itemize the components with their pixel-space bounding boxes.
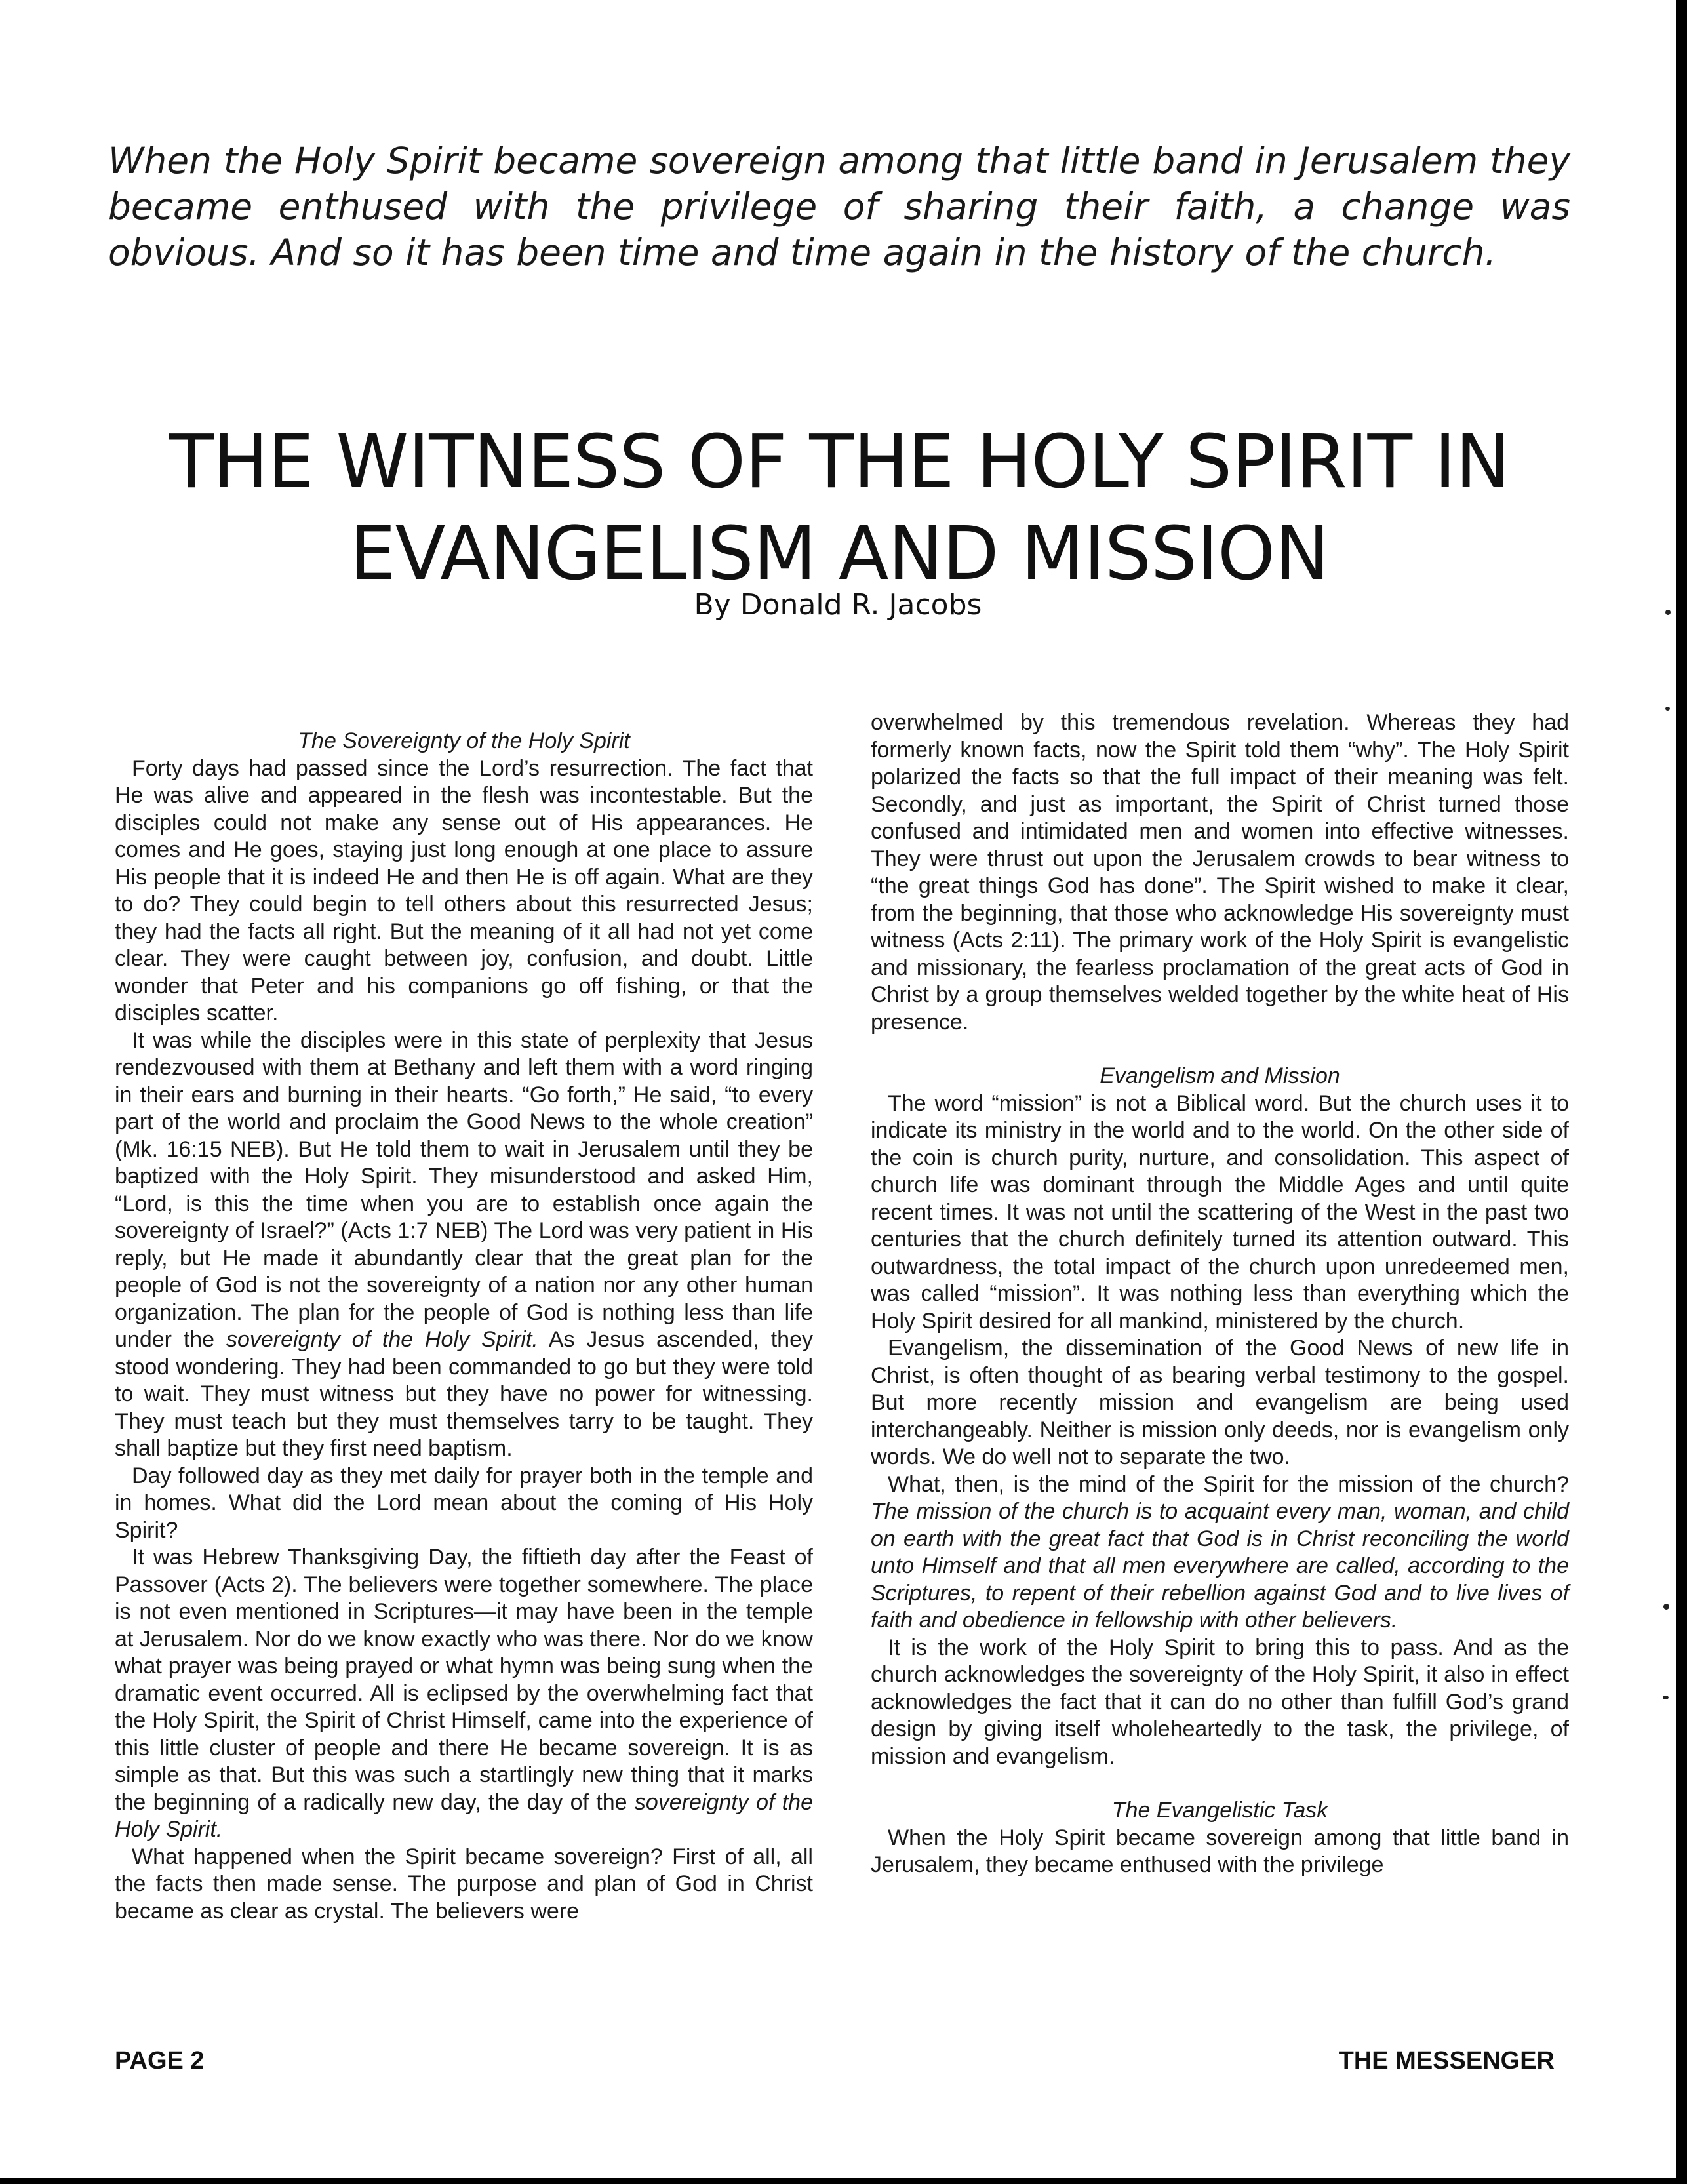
paragraph: It was while the disciples were in this state of perplexity that Jesus rendezvoused with them at Bethany and left them with a word ringing in their ears and burning in their hearts. “Go forth,” He said, “to every part of the world and proclaim the Good News to the whole creation” (Mk. 16:15 NEB). But He told them to wait in Jerusalem until they be baptized with the Holy Spirit. They misunderstood and asked Him, “Lord, is this the time when you are to establish once again the sovereignty of Israel?” (Acts 1:7 NEB) The Lord was very patient in His reply, but He made it abundantly clear that the great plan for the people of God is not the sovereignty of a nation nor any other human organization. The plan for the people of God is nothing less than life under the sovereignty of the Holy Spirit. As Jesus ascended, they stood wondering. They had been commanded to go but they were told to wait. They must witness but they have no power for witnessing. They must teach but they must themselves tarry to be taught. They shall baptize but they first need baptism. (115, 1027, 813, 1461)
left-column (115, 728, 813, 1925)
pull-quote: When the Holy Spirit became sovereign among that little band in Jerusalem they became enthused with the privilege of sharing their faith, a change was obvious. And so it has been time and time again in the history of the church. (108, 140, 1570, 273)
paragraph: When the Holy Spirit became sovereign among that little band in Jerusalem, they became enthused with the privilege (871, 1825, 1569, 1877)
paragraph: What happened when the Spirit became sovereign? First of all, all the facts then made sense. The purpose and plan of God in Christ became as clear as crystal. The believers were (115, 1844, 813, 1924)
scan-speck (1665, 610, 1671, 615)
paragraph: It is the work of the Holy Spirit to bring this to pass. And as the church acknowledges the sovereignty of the Holy Spirit, it also in effect acknowledges the fact that it can do no other than fulfill God’s grand design by giving itself wholeheartedly to the task, the privilege, of mission and evangelism. (871, 1635, 1569, 1769)
scan-speck (1665, 707, 1670, 711)
scan-speck (1663, 1604, 1669, 1610)
paragraph: What, then, is the mind of the Spirit for the mission of the church? The mission of the church is to acquaint every man, woman, and child on earth with the great fact that God is in Christ reconciling the world unto Himself and that all men everywhere are called, according to the Scriptures, to repent of their rebellion against God and to live lives of faith and obedience in fellowship with other believers. (871, 1471, 1569, 1633)
paragraph: Evangelism, the dissemination of the Good News of new life in Christ, is often thought of as bearing verbal testimony to the gospel. But more recently mission and evangelism are being used interchangeably. Neither is mission only deeds, nor is evangelism only words. We do well not to separate the two. (871, 1336, 1569, 1469)
paragraph: Forty days had passed since the Lord’s resurrection. The fact that He was alive and appeared in the flesh was incontestable. But the disciples could not make any sense out of His appearances. He comes and He goes, staying just long enough at one place to assure His people that it is indeed He and then He is off again. What are they to do? They could begin to tell others about this resurrected Jesus; they had the facts all right. But the meaning of it all had not yet come clear. They were caught between joy, confusion, and doubt. Little wonder that Peter and his companions go off fishing, or that the disciples scatter. (115, 755, 813, 1025)
page-number: PAGE 2 (115, 2047, 205, 2075)
right-column (871, 709, 1569, 1879)
section-heading-evangelism: Evangelism and Mission (1100, 1063, 1340, 1088)
scan-speck (1663, 1696, 1669, 1699)
paragraph: It was Hebrew Thanksgiving Day, the fiftieth day after the Feast of Passover (Acts 2). The believers were together somewhere. The place is not even mentioned in Scriptures—it may have been in the temple at Jerusalem. Nor do we know exactly who was there. Nor do we know what prayer was being prayed or what hymn was being sung when the dramatic event occurred. All is eclipsed by the overwhelming fact that the Holy Spirit, the Spirit of Christ Himself, came into the experience of this little cluster of people and there He became sovereign. It is as simple as that. But this was such a startlingly new thing that it marks the beginning of a radically new day, the day of the sovereignty of the Holy Spirit. (115, 1545, 813, 1842)
publication-name: THE MESSENGER (1338, 2047, 1555, 2075)
section-heading-task: The Evangelistic Task (1111, 1798, 1328, 1823)
byline: By Donald R. Jacobs (694, 588, 982, 622)
paragraph: overwhelmed by this tremendous revelation. Whereas they had formerly known facts, now the Spirit told them “why”. The Holy Spirit polarized the facts so that the full impact of their meaning was felt. Secondly, and just as important, the Spirit of Christ turned those confused and intimidated men and women into effective witnesses. They were thrust out upon the Jerusalem crowds to bear witness to “the great things God has done”. The Spirit wished to make it clear, from the beginning, that those who acknowledge His sovereignty must witness (Acts 2:11). The primary work of the Holy Spirit is evangelistic and missionary, the fearless proclamation of the great acts of God in Christ by a group themselves welded together by the white heat of His presence. (871, 710, 1569, 1035)
paragraph: Day followed day as they met daily for prayer both in the temple and in homes. What did the Lord mean about the coming of His Holy Spirit? (115, 1463, 813, 1543)
article-title: THE WITNESS OF THE HOLY SPIRIT IN EVANGELISM AND MISSION (169, 420, 1510, 597)
paragraph: The word “mission” is not a Biblical word. But the church uses it to indicate its ministry in the world and to the world. On the other side of the coin is church purity, nurture, and consolidation. This aspect of church life was dominant through the Middle Ages and until quite recent times. It was not until the scattering of the West in the past two centuries that the church definitely turned its attention outward. This outwardness, the total impact of the church upon unredeemed men, was called “mission”. It was nothing less than everything which the Holy Spirit desired for all mankind, ministered by the church. (871, 1090, 1569, 1334)
section-heading-sovereignty: The Sovereignty of the Holy Spirit (298, 728, 630, 753)
